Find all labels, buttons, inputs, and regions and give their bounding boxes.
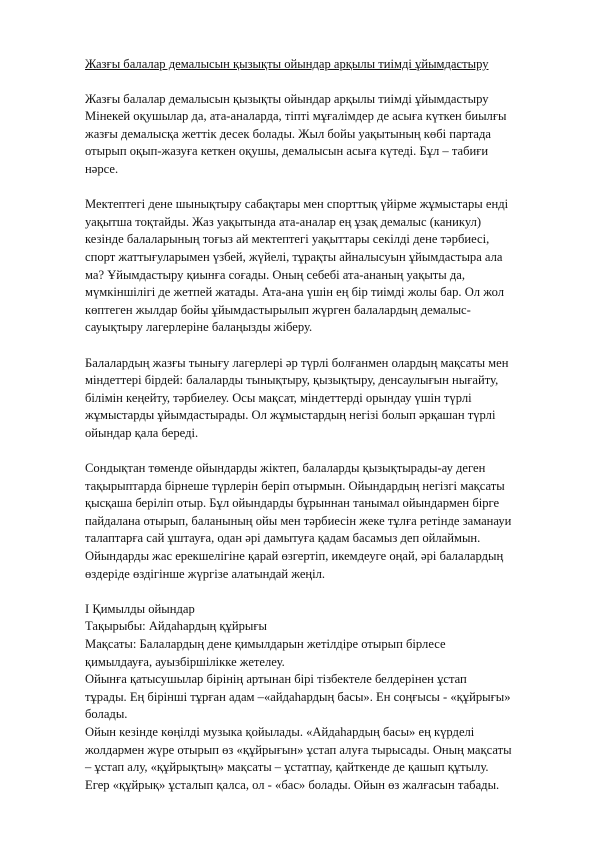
game-topic: Тақырыбы: Айдаһардың құйрығы <box>85 619 267 634</box>
text-line: білімін кеңейту, тәрбиелеу. Осы мақсат, міндеттерді орындау үшін түрлі <box>85 390 472 405</box>
section-heading: І Қимылды ойындар <box>85 601 195 616</box>
text-line: талаптарға сай ұштауға, одан әрі дамытуға қадам басамыз деп ойлаймын. <box>85 531 481 546</box>
paragraph-intro <box>85 91 531 179</box>
text-line: жолдармен жүре отырып өз «құйрығын» ұстап алуға тырысады. Оның мақсаты <box>85 742 512 757</box>
text-line: тұрады. Ең бірінші тұрған адам –«айдаһардың басы». Ен соңғысы - «құйрығы» <box>85 689 511 704</box>
text-line: – ұстап алу, «құйрықтың» мақсаты – ұстатпау, қайткенде де қашып құтылу. <box>85 760 489 775</box>
paragraph-camps <box>85 355 531 443</box>
text-line: тақырыптарда бірнеше түрлерін беріп отырмын. Ойындардың негізгі мақсаты <box>85 478 505 493</box>
text-line: қимылдауға, ауызбіршілікке жетелеу. <box>85 654 285 669</box>
text-line: сауықтыру лагерлеріне балаңызды жіберу. <box>85 320 313 335</box>
text-line: Балалардың жазғы тынығу лагерлері әр түрлі болғанмен олардың мақсаты мен <box>85 355 509 370</box>
text-line: отырып оқып-жазуға кеткен оқушы, демалысын асыға күтеді. Бұл – табиғи <box>85 144 489 159</box>
text-line: Егер «құйрық» ұсталып қалса, ол - «бас» болады. Ойын өз жалғасын табады. <box>85 777 500 792</box>
text-line: Мінекей оқушылар да, ата-аналарда, тіпті мұғалімдер де асыға күткен биылғы <box>85 109 507 124</box>
text-line: Ойын кезінде көңілді музыка қойылады. «Айдаһардың басы» ең күрделі <box>85 724 475 739</box>
document-body <box>85 56 531 794</box>
text-line: өздеріде өздігінше жүргізе алатындай жеңіл. <box>85 566 326 581</box>
text-line: ойындар қала береді. <box>85 425 199 440</box>
paragraph-school-sports <box>85 196 531 337</box>
section-active-games <box>85 601 531 795</box>
text-line: Сондықтан төменде ойындарды жіктеп, балаларды қызықтырады-ау деген <box>85 461 486 476</box>
text-line: жұмыстарды ұйымдастырады. Ол жұмыстардың негізі болып әрқашан түрлі <box>85 408 496 423</box>
text-line: спорт жаттығуларымен үзбей, жүйелі, тұрақты айналысуын ұйымдастыра ала <box>85 249 503 264</box>
text-line: жазғы демалысқа жеттік десек болады. Жыл бойы уақытының көбі партада <box>85 126 491 141</box>
text-line: Ойынға қатысушылар бірінің артынан бірі тізбектеле белдерінен ұстап <box>85 672 467 687</box>
text-line: Жазғы балалар демалысын қызықты ойындар арқылы тиімді ұйымдастыру <box>85 91 489 106</box>
text-line: Мектептегі дене шынықтыру сабақтары мен спорттық үйірме жұмыстары енді <box>85 197 509 212</box>
paragraph-games-intro <box>85 460 531 583</box>
text-line: міндеттері бірдей: балаларды тынықтыру, қызықтыру, денсаулығын нығайту, <box>85 373 499 388</box>
text-line: кезінде балаларының тоғыз ай мектептегі уақыттары секілді дене тәрбиесі, <box>85 232 490 247</box>
document-title: Жазғы балалар демалысын қызықты ойындар арқылы тиімді ұйымдастыру <box>85 57 489 71</box>
text-line: Ойындарды жас ерекшелігіне қарай өзгертіп, икемдеуге оңай, әрі балалардың <box>85 549 504 564</box>
text-line: нәрсе. <box>85 161 119 176</box>
text-line: ма? Ұйымдастыру қиынға соғады. Оның себебі ата-ананың уақыты да, <box>85 267 466 282</box>
text-line: қысқаша беріліп отыр. Бұл ойындарды бұрыннан танымал ойындармен бірге <box>85 496 500 511</box>
text-line: уақытша тоқтайды. Жаз уақытында ата-аналар ең ұзақ демалыс (каникул) <box>85 214 482 229</box>
text-line: пайдалана отырып, баланының ойы мен тәрбиесін жеке тұлға ретінде заманауи <box>85 513 512 528</box>
text-line: болады. <box>85 707 128 722</box>
text-line: мүмкіншілігі де жетпей жатады. Ата-ана үшін ең бір тиімді жолы бар. Ол жол <box>85 285 505 300</box>
text-line: көптеген жылдар бойы ұйымдастырылып жүрген балалардың демалыс- <box>85 302 471 317</box>
game-goal: Мақсаты: Балалардың дене қимылдарын жетілдіре отырып бірлесе <box>85 637 446 651</box>
